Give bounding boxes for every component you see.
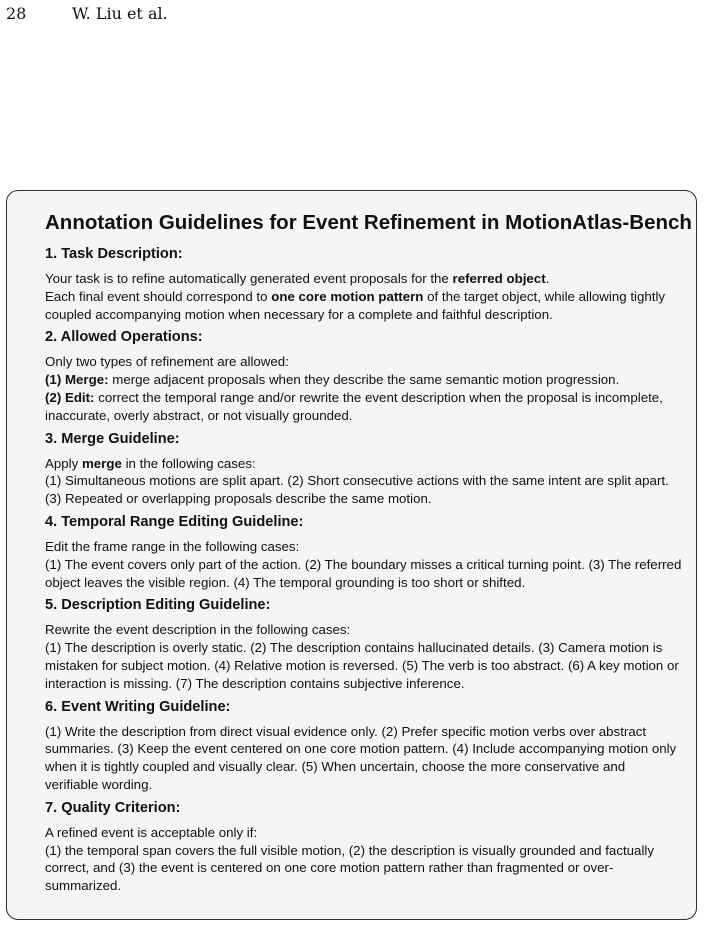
section-heading: 6. Event Writing Guideline: <box>45 698 231 715</box>
section-heading: 1. Task Description: <box>45 246 183 262</box>
section-heading: 2. Allowed Operations: <box>45 329 203 346</box>
body-line <box>45 842 682 895</box>
text-run: Rewrite the event description in the following cases: <box>45 622 351 638</box>
text-run: correct the temporal range and/or rewrite the event description when the proposal is incomplete, inaccurate, overly abstract, or not visually grounded. <box>45 389 663 423</box>
text-run: Your task is to refine automatically generated event proposals for the <box>45 271 453 286</box>
text-run: (1) the temporal span covers the full visible motion, (2) the description is visually grounded and factually correct, and (3) the event is centered on one core motion pattern rather than fragmented or over-summarized. <box>45 842 655 894</box>
body-line <box>45 455 682 473</box>
running-head <box>6 4 168 23</box>
body-line <box>45 371 682 389</box>
bold-run: (1) Merge: <box>45 372 109 388</box>
bold-run: merge <box>81 455 122 471</box>
text-run: merge adjacent proposals when they describe the same semantic motion progression. <box>108 372 620 388</box>
guidelines-box <box>6 190 697 920</box>
section-body <box>45 723 682 794</box>
text-run: Apply <box>45 455 82 471</box>
body-line <box>45 723 682 794</box>
bold-run: one core motion pattern <box>271 288 424 304</box>
body-line <box>45 389 682 425</box>
text-run: in the following cases: <box>121 455 256 471</box>
bold-run: referred object <box>452 271 546 286</box>
text-run: Only two types of refinement are allowed: <box>45 354 289 370</box>
text-run: of the target object, while allowing tightly coupled accompanying motion when necessary for a complete and faithful description. <box>45 288 666 322</box>
text-run: (1) Write the description from direct visual evidence only. (2) Prefer specific motion verbs over abstract summaries. (3) Keep the event centered on one core motion pattern. (4) Include accompanying motion only when it is tightly coupled and visually clear. (5) When uncertain, choose the more conservative and verifiable wording. <box>45 723 677 792</box>
body-line <box>45 824 682 842</box>
bold-run: (2) Edit: <box>45 389 95 405</box>
body-line <box>45 621 682 639</box>
section-body <box>45 353 682 424</box>
body-line <box>45 288 682 324</box>
text-run: Edit the frame range in the following cases: <box>45 538 300 554</box>
text-run: A refined event is acceptable only if: <box>45 824 258 840</box>
text-run: (1) The description is overly static. (2) The description contains hallucinated details. (3) Camera motion is mistaken for subject motion. (4) Relative motion is reversed. (5) The verb is too abstract. (6) A key motion or interaction is missing. (7) The description contains subjective inference. <box>45 640 679 691</box>
section-heading: 4. Temporal Range Editing Guideline: <box>45 513 304 530</box>
body-line <box>45 353 682 371</box>
text-run: Each final event should correspond to <box>45 288 272 304</box>
section-body <box>45 270 682 323</box>
text-run: (1) The event covers only part of the action. (2) The boundary misses a critical turning point. (3) The referred object leaves the visible region. (4) The temporal grounding is too short or shifted. <box>45 556 682 590</box>
body-line <box>45 270 682 288</box>
body-line <box>45 472 682 508</box>
body-line <box>45 639 682 692</box>
section-heading: 7. Quality Criterion: <box>45 799 181 816</box>
running-head-authors: W. Liu et al. <box>72 4 168 23</box>
section-heading: 5. Description Editing Guideline: <box>45 597 271 614</box>
box-title: Annotation Guidelines for Event Refinement in MotionAtlas-Bench <box>45 211 692 234</box>
page-number: 28 <box>6 4 27 23</box>
text-run: (1) Simultaneous motions are split apart. (2) Short consecutive actions with the same intent are split apart. (3) Repeated or overlapping proposals describe the same motion. <box>45 473 669 507</box>
section-body <box>45 824 682 895</box>
body-line <box>45 556 682 592</box>
section-body <box>45 538 682 591</box>
text-run: . <box>545 271 550 286</box>
section-body <box>45 455 682 508</box>
section-body <box>45 621 682 692</box>
body-line <box>45 538 682 556</box>
section-heading: 3. Merge Guideline: <box>45 430 180 447</box>
